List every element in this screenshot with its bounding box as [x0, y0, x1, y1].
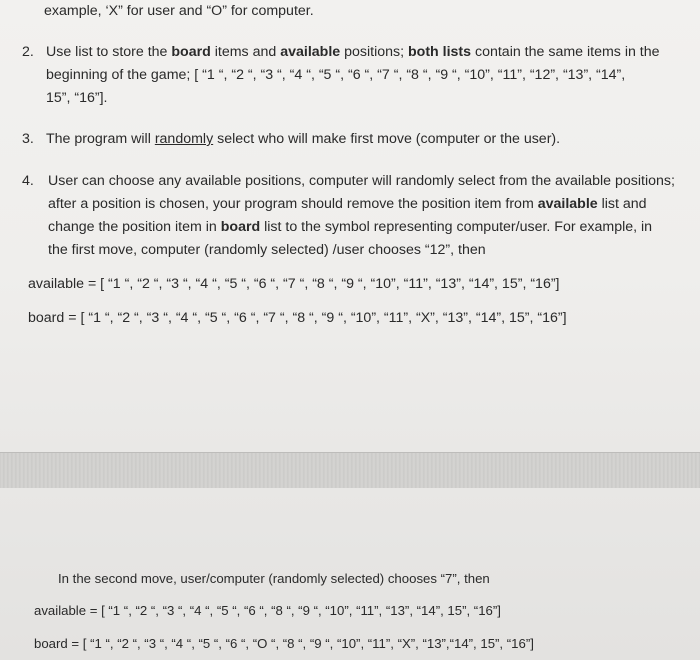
first-move-board-list: board = [ “1 “, “2 “, “3 “, “4 “, “5 “, “6 “, “7 “, “8 “, “9 “, “10”, “11”, “X”, “13”, “14”, 15”, “16”] — [28, 310, 567, 326]
page-divider — [0, 452, 700, 490]
item-2-number: 2. — [22, 44, 34, 60]
item-4-line-4: the first move, computer (randomly selected) /user chooses “12”, then — [48, 242, 486, 258]
item-4-line-2: after a position is chosen, your program should remove the position item from available list and — [48, 196, 647, 212]
first-move-available-list: available = [ “1 “, “2 “, “3 “, “4 “, “5 “, “6 “, “7 “, “8 “, “9 “, “10”, “11”, “13”, “14”, 15”, “16”] — [28, 276, 560, 292]
item-4-number: 4. — [22, 173, 34, 189]
second-move-board-list: board = [ “1 “, “2 “, “3 “, “4 “, “5 “, “6 “, “O “, “8 “, “9 “, “10”, “11”, “X”, “13”,“14”, 15”, “16”] — [34, 636, 534, 651]
second-move-available-list: available = [ “1 “, “2 “, “3 “, “4 “, “5 “, “6 “, “8 “, “9 “, “10”, “11”, “13”, “14”, 15”, “16”] — [34, 603, 501, 618]
item-3-number: 3. — [22, 131, 34, 147]
item-2-line-2: beginning of the game; [ “1 “, “2 “, “3 “, “4 “, “5 “, “6 “, “7 “, “8 “, “9 “, “10”, “11”, “12”, “13”, “14”, — [46, 67, 626, 83]
item-2-line-1: Use list to store the board items and available positions; both lists contain the same items in the — [46, 44, 660, 60]
item-4-line-3: change the position item in board list to the symbol representing computer/user. For example, in — [48, 219, 653, 235]
item-3-line: The program will randomly select who will make first move (computer or the user). — [46, 131, 561, 147]
item-2-line-3: 15”, “16”]. — [46, 90, 108, 106]
example-line: example, ‘X” for user and “O” for computer. — [44, 3, 314, 19]
second-move-intro: In the second move, user/computer (randomly selected) chooses “7”, then — [58, 571, 490, 586]
item-4-line-1: User can choose any available positions, computer will randomly select from the available positions; — [48, 173, 675, 189]
